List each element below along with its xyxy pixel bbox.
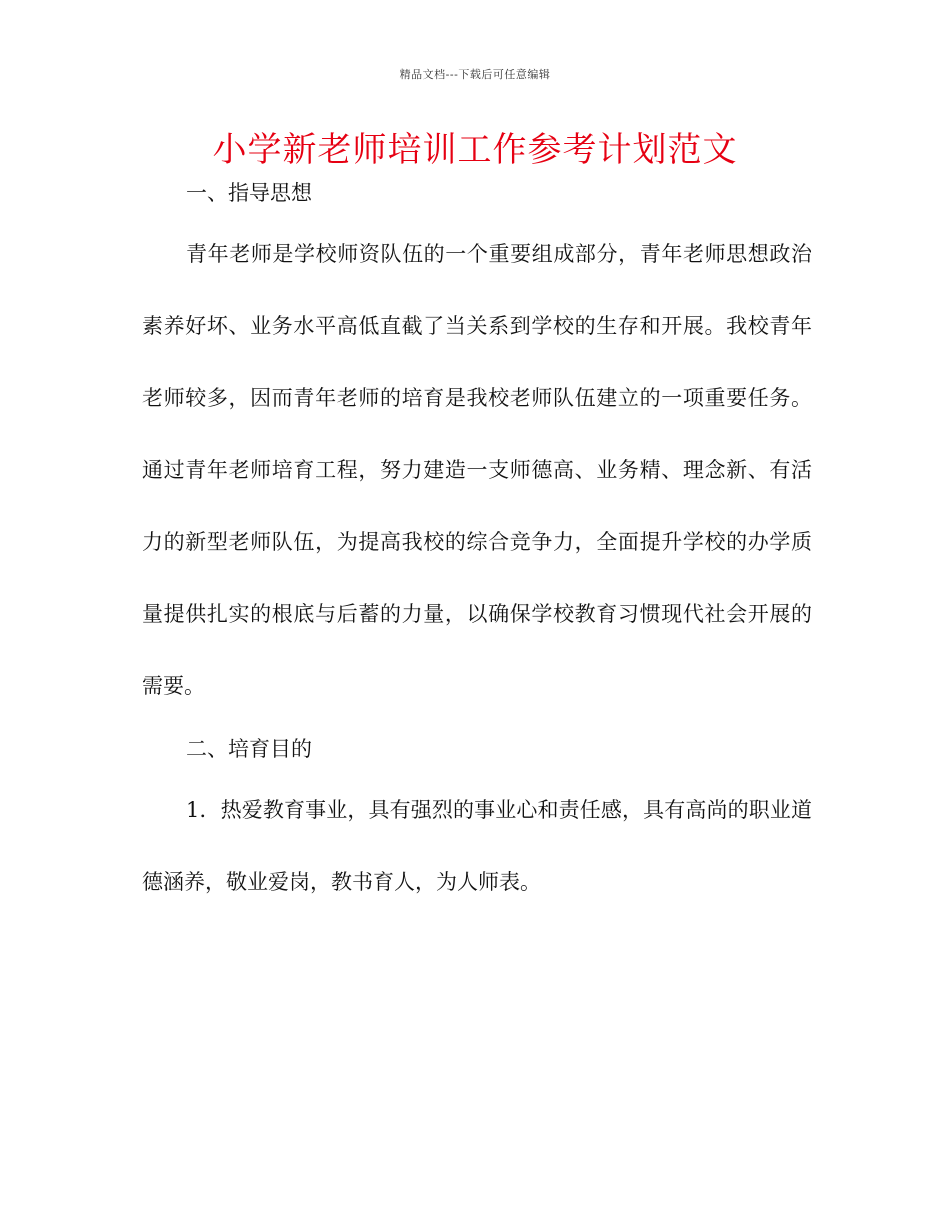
header-note: 精品文档---下载后可任意编辑: [399, 68, 551, 81]
paragraph-guiding-thought: 青年老师是学校师资队伍的一个重要组成部分，青年老师思想政治素养好坏、业务水平高低直截了当关系到学校的生存和开展。我校青年老师较多，因而青年老师的培育是我校老师队伍建立的一项重要任务。通过青年老师培育工程，努力建造一支师德高、业务精、理念新、有活力的新型老师队伍，为提高我校的综合竞争力，全面提升学校的办学质量提供扎实的根底与后蓄的力量，以确保学校教育习惯现代社会开展的需要。: [142, 242, 812, 698]
document-title: 小学新老师培训工作参考计划范文: [212, 130, 738, 170]
section-heading-training-goals: 二、培育目的: [186, 737, 312, 761]
section-heading-guiding-thought: 一、指导思想: [186, 181, 312, 205]
list-item-goal-1: 1．热爱教育事业，具有强烈的事业心和责任感，具有高尚的职业道德涵养，敬业爱岗，教书育人，为人师表。: [142, 798, 812, 894]
